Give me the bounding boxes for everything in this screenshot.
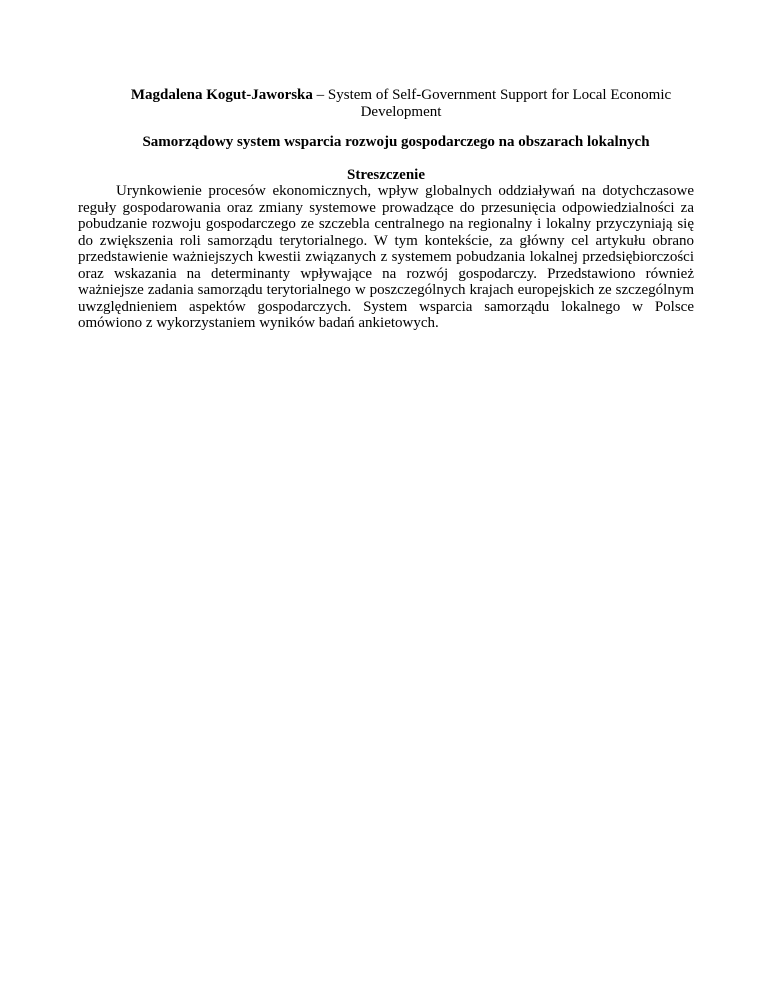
paper-heading — [108, 87, 694, 120]
abstract-heading: Streszczenie — [346, 167, 426, 183]
heading-separator: – — [312, 87, 328, 103]
english-title: System of Self-Government Support for Local Economic Development — [327, 87, 672, 120]
author-name: Magdalena Kogut-Jaworska — [130, 87, 313, 103]
abstract-body: Urynkowienie procesów ekonomicznych, wpływ globalnych oddziaływań na dotychczasowe reguły gospodarowania oraz zmiany systemowe prowadzące do przesunięcia odpowiedzialności za pobudzanie rozwoju gospodarczego ze szczebla centralnego na regionalny i lokalny przyczyniają się do zwiększenia roli samorządu terytorialnego. W tym kontekście, za główny cel artykułu obrano przedstawienie ważniejszych kwestii związanych z systemem pobudzania lokalnej przedsiębiorczości oraz wskazania na determinanty wpływające na rozwój gospodarczy. Przedstawiono również ważniejsze zadania samorządu terytorialnego w poszczególnych krajach europejskich ze szczególnym uwzględnieniem aspektów gospodarczych. System wsparcia samorządu lokalnego w Polsce omówiono z wykorzystaniem wyników badań ankietowych. — [78, 183, 694, 331]
polish-title: Samorządowy system wsparcia rozwoju gospodarczego na obszarach lokalnych — [142, 134, 650, 150]
